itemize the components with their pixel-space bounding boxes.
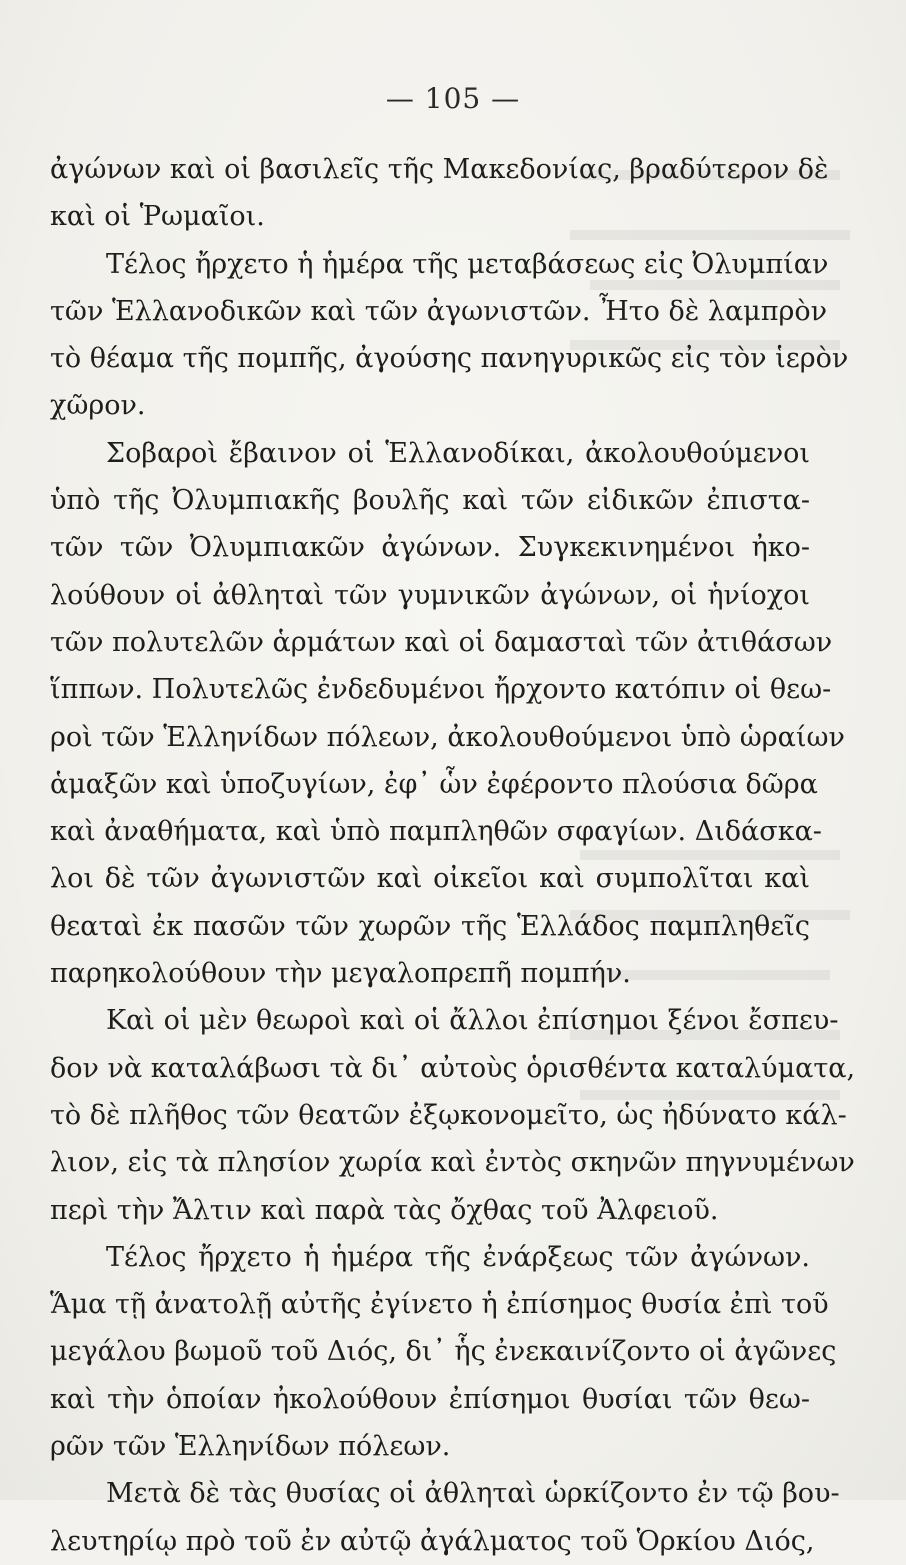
text-line: λοι δὲ τῶν ἀγωνιστῶν καὶ οἰκεῖοι καὶ συμπολῖται καὶ: [50, 863, 810, 895]
text-line: τῶν πολυτελῶν ἁρμάτων καὶ οἱ δαμασταὶ τῶν ἀτιθάσων: [50, 626, 833, 658]
text-line: ὑπὸ τῆς Ὀλυμπιακῆς βουλῆς καὶ τῶν εἰδικῶν ἐπιστα-: [50, 485, 810, 517]
text-line: ἁμαξῶν καὶ ὑποζυγίων, ἐφ᾽ ὧν ἐφέροντο πλούσια δῶρα: [50, 768, 818, 800]
text-line: Καὶ οἱ μὲν θεωροὶ καὶ οἱ ἄλλοι ἐπίσημοι ξένοι ἔσπευ-: [106, 1005, 839, 1037]
text-line: Μετὰ δὲ τὰς θυσίας οἱ ἀθληταὶ ὡρκίζοντο ἐν τῷ βου-: [106, 1478, 840, 1510]
text-line: καὶ οἱ Ῥωμαῖοι.: [50, 201, 265, 233]
text-line: ἀγώνων καὶ οἱ βασιλεῖς τῆς Μακεδονίας, βραδύτερον δὲ: [50, 154, 829, 185]
text-line: χῶρον.: [50, 390, 146, 422]
text-line: Τέλος ἤρχετο ἡ ἡμέρα τῆς μεταβάσεως εἰς Ὀλυμπίαν: [106, 248, 829, 280]
text-line: θεαταὶ ἐκ πασῶν τῶν χωρῶν τῆς Ἑλλάδος παμπληθεῖς: [50, 910, 810, 942]
text-line: Τέλος ἤρχετο ἡ ἡμέρα τῆς ἐνάρξεως τῶν ἀγώνων.: [106, 1241, 810, 1273]
body-text: [50, 146, 856, 1565]
text-line: ρῶν τῶν Ἑλληνίδων πόλεων.: [50, 1431, 451, 1463]
text-line: λούθουν οἱ ἀθληταὶ τῶν γυμνικῶν ἀγώνων, οἱ ἡνίοχοι: [50, 579, 810, 611]
text-line: ἵππων. Πολυτελῶς ἐνδεδυμένοι ἤρχοντο κατόπιν οἱ θεω-: [50, 674, 832, 706]
text-line: καὶ ἀναθήματα, καὶ ὑπὸ παμπληθῶν σφαγίων. Διδάσκα-: [50, 816, 822, 848]
text-line: τῶν τῶν Ὀλυμπιακῶν ἀγώνων. Συγκεκινημένοι ἠκο-: [50, 532, 810, 564]
text-line: λιον, εἰς τὰ πλησίον χωρία καὶ ἐντὸς σκηνῶν πηγνυμένων: [50, 1147, 855, 1179]
text-line: Σοβαροὶ ἔβαινον οἱ Ἑλλανοδίκαι, ἀκολουθούμενοι: [106, 437, 810, 469]
text-line: λευτηρίῳ πρὸ τοῦ ἐν αὐτῷ ἀγάλματος τοῦ Ὁρκίου Διός,: [50, 1525, 815, 1557]
text-line: παρηκολούθουν τὴν μεγαλοπρεπῆ πομπήν.: [50, 958, 631, 990]
text-line: τὸ θέαμα τῆς πομπῆς, ἀγούσης πανηγυρικῶς εἰς τὸν ἱερὸν: [50, 343, 849, 375]
text-line: μεγάλου βωμοῦ τοῦ Διός, δι᾽ ἧς ἐνεκαινίζοντο οἱ ἀγῶνες: [50, 1336, 837, 1368]
text-line: τῶν Ἑλλανοδικῶν καὶ τῶν ἀγωνιστῶν. Ἦτο δὲ λαμπρὸν: [50, 295, 828, 327]
text-line: Ἅμα τῇ ἀνατολῇ αὐτῆς ἐγίνετο ἡ ἐπίσημος θυσία ἐπὶ τοῦ: [50, 1289, 829, 1321]
text-line: τὸ δὲ πλῆθος τῶν θεατῶν ἐξῳκονομεῖτο, ὡς ἠδύνατο κάλ-: [50, 1099, 847, 1131]
text-line: ροὶ τῶν Ἑλληνίδων πόλεων, ἀκολουθούμενοι ὑπὸ ὡραίων: [50, 721, 845, 753]
text-line: καὶ τὴν ὁποίαν ἠκολούθουν ἐπίσημοι θυσίαι τῶν θεω-: [50, 1383, 810, 1415]
page-number: — 105 —: [385, 82, 521, 115]
text-line: δον νὰ καταλάβωσι τὰ δι᾽ αὐτοὺς ὁρισθέντα καταλύματα,: [50, 1052, 856, 1084]
text-line: περὶ τὴν Ἄλτιν καὶ παρὰ τὰς ὄχθας τοῦ Ἀλφειοῦ.: [50, 1194, 719, 1226]
